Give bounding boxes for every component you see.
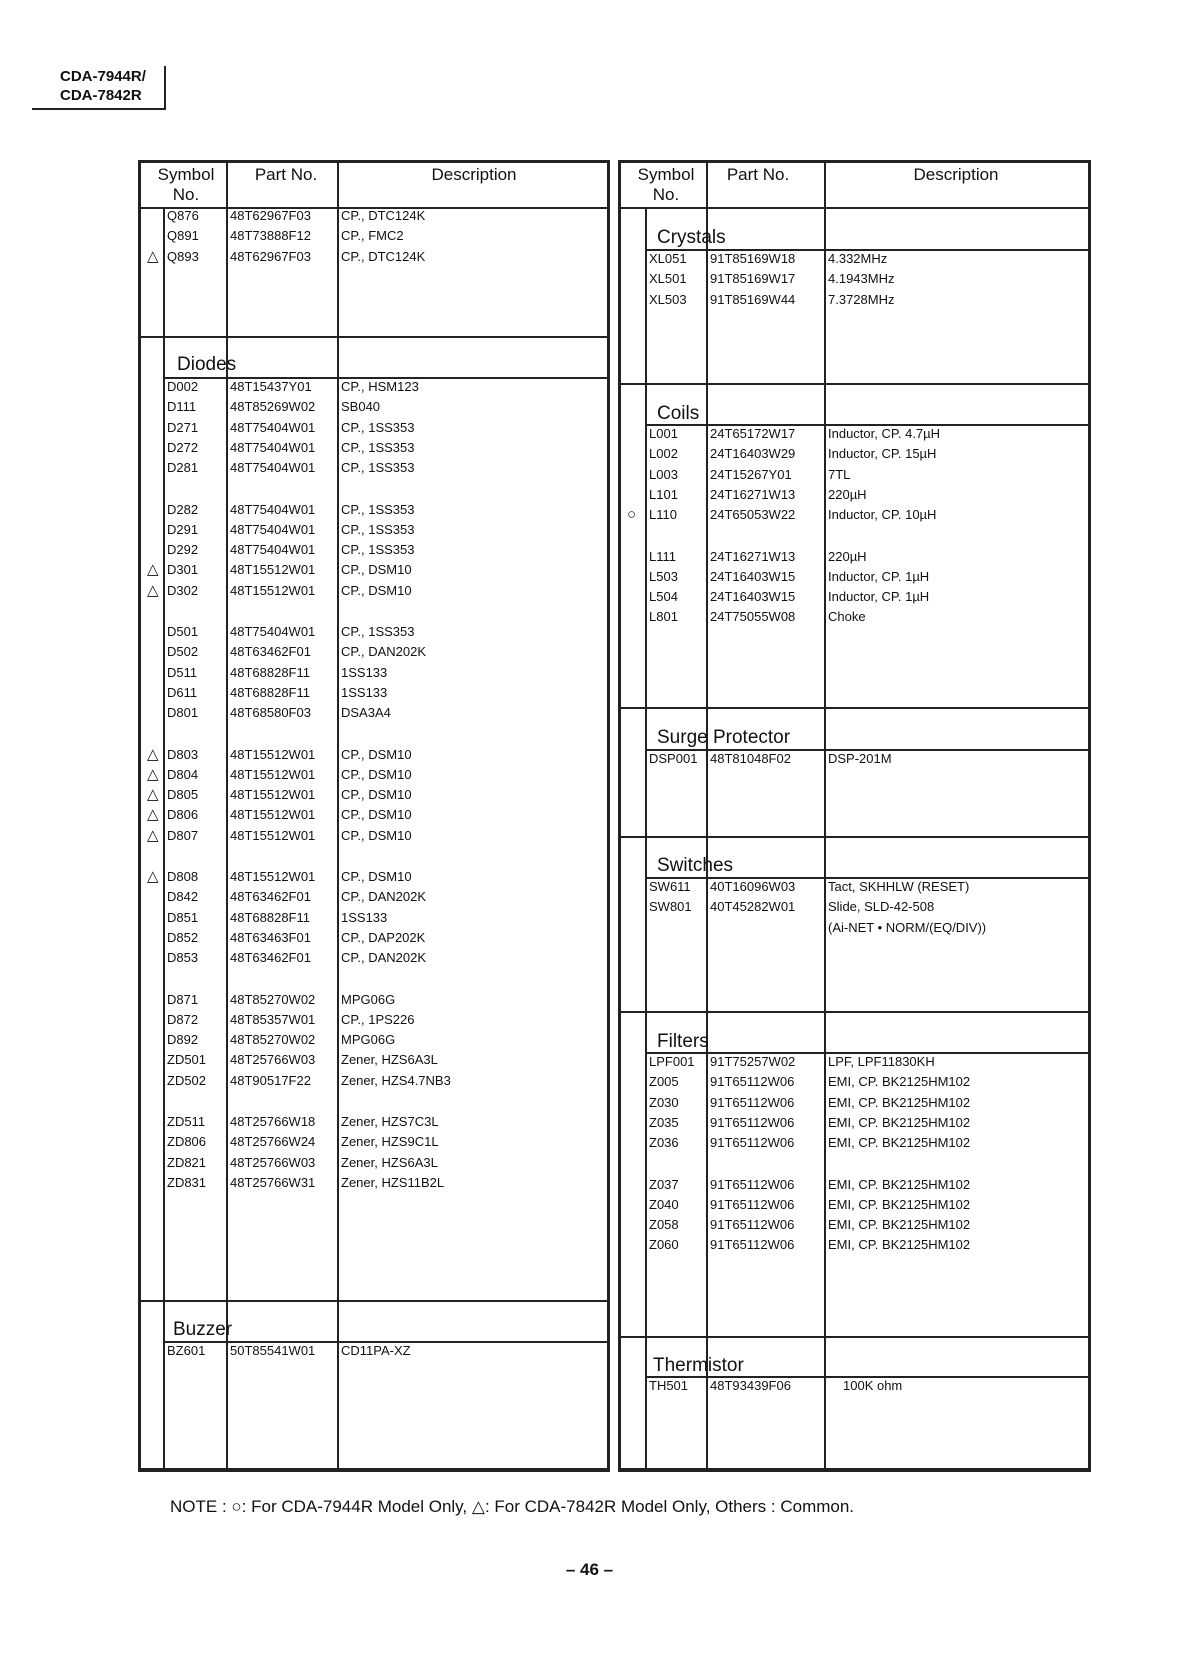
table-row xyxy=(621,546,1088,567)
row-part-no: 48T15437Y01 xyxy=(230,379,312,394)
row-description: 100K ohm xyxy=(843,1378,903,1393)
table-row xyxy=(141,396,607,417)
table-row xyxy=(141,825,607,846)
table-row xyxy=(621,586,1088,607)
row-part-no: 48T75404W01 xyxy=(230,624,316,639)
table-row xyxy=(141,621,607,642)
row-description: 7TL xyxy=(828,466,851,482)
section-filters: Filters xyxy=(657,1031,709,1052)
col-symbol-right-line2: No. xyxy=(652,185,680,204)
row-part-no: 48T75404W01 xyxy=(230,460,316,476)
row-symbol: Z036 xyxy=(649,1135,679,1151)
row-description: 220µH xyxy=(828,548,867,564)
col-part: Part No. xyxy=(254,165,318,184)
table-row xyxy=(621,268,1088,289)
table-row xyxy=(621,423,1088,444)
row-description: CP., FMC2 xyxy=(341,228,404,244)
row-part-no: 48T15512W01 xyxy=(230,807,316,823)
row-symbol: D282 xyxy=(167,501,199,517)
section-coils: Coils xyxy=(657,403,700,424)
table-row xyxy=(141,1131,607,1152)
row-symbol: XL501 xyxy=(649,271,687,287)
table-row xyxy=(141,1009,607,1030)
table-row xyxy=(141,947,607,968)
row-description: CP., DSM10 xyxy=(341,582,412,598)
row-description: DSP-201M xyxy=(828,751,892,766)
row-part-no: 24T15267Y01 xyxy=(710,466,792,482)
row-part-no: 40T45282W01 xyxy=(710,899,796,915)
row-part-no: 24T16271W13 xyxy=(710,548,796,564)
row-description: CP., 1SS353 xyxy=(341,439,415,455)
row-part-no: 48T75404W01 xyxy=(230,501,316,517)
table-row xyxy=(141,641,607,662)
col-symbol-right xyxy=(633,163,699,207)
row-description: EMI, CP. BK2125HM102 xyxy=(828,1094,971,1110)
row-part-no: 48T25766W24 xyxy=(230,1134,316,1150)
row-mark: △ xyxy=(147,581,159,599)
table-row xyxy=(621,896,1088,917)
row-symbol: D808 xyxy=(167,869,199,884)
table-row xyxy=(141,376,607,397)
row-mark: △ xyxy=(147,868,159,885)
table-row xyxy=(141,519,607,540)
row-symbol: D851 xyxy=(167,909,199,925)
row-part-no: 48T75404W01 xyxy=(230,521,316,537)
col-description: Description xyxy=(431,165,517,184)
table-row xyxy=(621,1071,1088,1092)
row-description: CP., 1SS353 xyxy=(341,624,415,639)
row-part-no: 91T85169W17 xyxy=(710,271,796,287)
table-row xyxy=(141,1111,607,1132)
row-part-no: 48T15512W01 xyxy=(230,869,316,884)
row-symbol: XL051 xyxy=(649,251,687,266)
table-row xyxy=(621,464,1088,485)
parts-table-left xyxy=(138,160,610,1472)
row-description: CP., DSM10 xyxy=(341,807,412,823)
model-line-1: CDA-7944R/ xyxy=(60,68,146,85)
row-part-no: 91T65112W06 xyxy=(710,1135,795,1151)
table-row xyxy=(621,1112,1088,1133)
table-row xyxy=(621,917,1088,938)
row-symbol: L003 xyxy=(649,466,678,482)
row-description: Tact, SKHHLW (RESET) xyxy=(828,879,970,894)
row-symbol: XL503 xyxy=(649,291,687,307)
row-mark: △ xyxy=(147,826,159,844)
table-row xyxy=(141,907,607,928)
table-row xyxy=(141,1340,607,1361)
table-row xyxy=(141,417,607,438)
row-part-no: 48T93439F06 xyxy=(710,1378,791,1393)
table-row xyxy=(141,1152,607,1173)
row-symbol: L110 xyxy=(649,507,677,523)
col-symbol-right-line1: Symbol xyxy=(637,165,695,184)
table-row xyxy=(141,662,607,683)
row-symbol: D872 xyxy=(167,1011,199,1027)
row-part-no: 48T63462F01 xyxy=(230,644,311,660)
row-part-no: 50T85541W01 xyxy=(230,1343,316,1358)
section-surge: Surge Protector xyxy=(657,727,791,748)
row-description: 4.332MHz xyxy=(828,251,888,266)
table-row xyxy=(141,457,607,478)
row-part-no: 48T68580F03 xyxy=(230,705,311,721)
row-symbol: L001 xyxy=(649,426,678,441)
row-symbol: Z030 xyxy=(649,1094,679,1110)
table-row xyxy=(621,1132,1088,1153)
row-symbol: D804 xyxy=(167,766,199,782)
row-symbol: D292 xyxy=(167,542,199,558)
row-description: Zener, HZS11B2L xyxy=(341,1174,445,1190)
row-part-no: 48T73888F12 xyxy=(230,228,311,244)
row-description: 1SS133 xyxy=(341,909,388,925)
row-part-no: 91T65112W06 xyxy=(710,1237,795,1253)
table-row xyxy=(621,1051,1088,1072)
row-description: CP., 1SS353 xyxy=(341,419,415,435)
table-row xyxy=(141,1049,607,1070)
row-part-no: 48T62967F03 xyxy=(230,208,311,223)
row-description: CP., 1SS353 xyxy=(341,542,415,558)
table-row xyxy=(141,559,607,580)
row-symbol: D892 xyxy=(167,1032,199,1048)
row-part-no: 48T25766W03 xyxy=(230,1154,316,1170)
row-mark: △ xyxy=(147,806,159,824)
row-description: Slide, SLD-42-508 xyxy=(828,899,935,915)
row-symbol: D511 xyxy=(167,664,198,680)
row-description: MPG06G xyxy=(341,991,396,1007)
row-symbol: SW801 xyxy=(649,899,692,915)
row-symbol: DSP001 xyxy=(649,751,698,766)
row-symbol: L504 xyxy=(649,589,678,605)
row-symbol: D301 xyxy=(167,562,199,578)
row-part-no: 48T81048F02 xyxy=(710,751,791,766)
row-symbol: Z040 xyxy=(649,1196,679,1212)
row-part-no: 48T25766W18 xyxy=(230,1114,316,1129)
row-description: CD11PA-XZ xyxy=(341,1343,411,1358)
row-part-no: 48T25766W03 xyxy=(230,1052,316,1068)
row-symbol: D291 xyxy=(167,521,199,537)
table-row xyxy=(141,246,607,267)
row-description: MPG06G xyxy=(341,1032,396,1048)
section-switches: Switches xyxy=(657,855,734,876)
row-part-no: 91T65112W06 xyxy=(710,1217,795,1233)
row-description: Inductor, CP. 1µH xyxy=(828,568,930,584)
row-symbol: D271 xyxy=(167,419,199,435)
footnote: NOTE : ○: For CDA-7944R Model Only, △: For CDA-7842R Model Only, Others : Common. xyxy=(170,1497,855,1516)
row-symbol: D871 xyxy=(167,991,199,1007)
row-description: CP., DSM10 xyxy=(341,869,412,884)
row-part-no: 48T62967F03 xyxy=(230,248,311,264)
row-symbol: Z035 xyxy=(649,1114,679,1130)
row-mark: △ xyxy=(147,247,159,265)
row-part-no: 40T16096W03 xyxy=(710,879,796,894)
table-row xyxy=(621,248,1088,269)
table-row xyxy=(141,539,607,560)
table-row xyxy=(141,744,607,765)
row-description: LPF, LPF11830KH xyxy=(828,1054,935,1069)
row-description: EMI, CP. BK2125HM102 xyxy=(828,1074,971,1090)
table-row xyxy=(141,702,607,723)
row-symbol: ZD501 xyxy=(167,1052,207,1068)
row-mark: ○ xyxy=(627,506,637,524)
row-mark: △ xyxy=(147,786,159,804)
table-row xyxy=(621,1174,1088,1195)
row-symbol: D002 xyxy=(167,379,199,394)
row-description: 220µH xyxy=(828,486,867,502)
row-mark: △ xyxy=(147,745,159,763)
row-mark: △ xyxy=(147,765,159,783)
row-part-no: 91T65112W06 xyxy=(710,1094,795,1110)
table-row xyxy=(621,1214,1088,1235)
table-row xyxy=(141,205,607,226)
row-part-no: 48T75404W01 xyxy=(230,439,316,455)
row-description: Zener, HZS6A3L xyxy=(341,1154,438,1170)
row-description: CP., DSM10 xyxy=(341,746,412,762)
row-description: Inductor, CP. 1µH xyxy=(828,589,930,605)
row-description: CP., DAN202K xyxy=(341,950,427,966)
row-symbol: L002 xyxy=(649,446,678,462)
row-part-no: 48T85270W02 xyxy=(230,991,316,1007)
row-symbol: D611 xyxy=(167,684,198,700)
row-part-no: 91T85169W44 xyxy=(710,291,796,307)
row-part-no: 48T63463F01 xyxy=(230,929,311,945)
row-description: DSA3A4 xyxy=(341,705,391,721)
row-description: 1SS133 xyxy=(341,664,388,680)
row-part-no: 48T15512W01 xyxy=(230,746,316,762)
row-description: 4.1943MHz xyxy=(828,271,895,287)
row-part-no: 48T90517F22 xyxy=(230,1072,311,1088)
table-row xyxy=(141,866,607,887)
row-description: EMI, CP. BK2125HM102 xyxy=(828,1114,971,1130)
row-part-no: 48T68828F11 xyxy=(230,684,310,700)
row-description: 7.3728MHz xyxy=(828,291,895,307)
model-line-2: CDA-7842R xyxy=(60,87,142,104)
table-row xyxy=(141,1029,607,1050)
table-row xyxy=(141,886,607,907)
section-buzzer: Buzzer xyxy=(173,1319,233,1340)
row-description: CP., DSM10 xyxy=(341,787,412,803)
row-symbol: D111 xyxy=(167,399,197,415)
row-symbol: D806 xyxy=(167,807,199,823)
section-thermistor: Thermistor xyxy=(653,1355,744,1376)
row-part-no: 24T16403W15 xyxy=(710,568,796,584)
row-symbol: D801 xyxy=(167,705,199,721)
row-symbol: D807 xyxy=(167,827,199,843)
row-part-no: 24T75055W08 xyxy=(710,609,796,625)
row-description: CP., DSM10 xyxy=(341,562,412,578)
table-row xyxy=(621,1092,1088,1113)
row-symbol: ZD511 xyxy=(167,1114,206,1129)
row-symbol: TH501 xyxy=(649,1378,689,1393)
row-part-no: 91T65112W06 xyxy=(710,1176,795,1192)
table-row xyxy=(141,437,607,458)
row-symbol: Z037 xyxy=(649,1176,679,1192)
row-description: CP., 1SS353 xyxy=(341,521,415,537)
row-part-no: 24T65172W17 xyxy=(710,426,796,441)
row-symbol: L101 xyxy=(649,486,678,502)
row-part-no: 91T65112W06 xyxy=(710,1114,795,1130)
table-header-right xyxy=(621,163,1088,209)
row-part-no: 48T15512W01 xyxy=(230,787,316,803)
row-symbol: D302 xyxy=(167,582,199,598)
table-row xyxy=(621,566,1088,587)
row-symbol: D803 xyxy=(167,746,199,762)
row-symbol: L503 xyxy=(649,568,678,584)
row-symbol: ZD821 xyxy=(167,1154,207,1170)
table-row xyxy=(621,289,1088,310)
row-symbol: D842 xyxy=(167,889,199,905)
row-symbol: D853 xyxy=(167,950,199,966)
row-part-no: 48T75404W01 xyxy=(230,419,316,435)
row-part-no: 48T15512W01 xyxy=(230,766,316,782)
row-description: CP., HSM123 xyxy=(341,379,419,394)
row-symbol: ZD806 xyxy=(167,1134,207,1150)
row-description: EMI, CP. BK2125HM102 xyxy=(828,1196,971,1212)
row-symbol: BZ601 xyxy=(167,1343,206,1358)
row-symbol: D852 xyxy=(167,929,199,945)
row-description: SB040 xyxy=(341,399,381,415)
row-description: CP., 1PS226 xyxy=(341,1011,415,1027)
row-symbol: LPF001 xyxy=(649,1054,695,1069)
row-description: (Ai-NET • NORM/(EQ/DIV)) xyxy=(828,919,987,935)
table-row xyxy=(141,927,607,948)
parts-table-right xyxy=(618,160,1091,1472)
row-part-no: 91T65112W06 xyxy=(710,1074,795,1090)
table-row xyxy=(141,682,607,703)
row-description: Inductor, CP. 10µH xyxy=(828,507,937,523)
table-row xyxy=(621,876,1088,897)
row-description: EMI, CP. BK2125HM102 xyxy=(828,1217,971,1233)
row-symbol: Z005 xyxy=(649,1074,679,1090)
row-symbol: SW611 xyxy=(649,879,691,894)
row-part-no: 48T63462F01 xyxy=(230,889,311,905)
row-symbol: D281 xyxy=(167,460,199,476)
row-symbol: Z060 xyxy=(649,1237,679,1253)
row-part-no: 48T75404W01 xyxy=(230,542,316,558)
row-symbol: Q893 xyxy=(167,248,199,264)
row-description: CP., 1SS353 xyxy=(341,460,415,476)
row-part-no: 91T65112W06 xyxy=(710,1196,795,1212)
row-description: CP., DAP202K xyxy=(341,929,426,945)
table-row xyxy=(141,989,607,1010)
table-row xyxy=(621,504,1088,525)
model-label xyxy=(32,66,166,110)
table-row xyxy=(141,764,607,785)
col-description-right: Description xyxy=(913,165,999,184)
table-row xyxy=(141,1172,607,1193)
row-description: CP., DSM10 xyxy=(341,827,412,843)
row-symbol: D805 xyxy=(167,787,199,803)
table-row xyxy=(621,1234,1088,1255)
page-number: – 46 – xyxy=(565,1560,614,1579)
col-part-right: Part No. xyxy=(726,165,790,184)
row-mark: △ xyxy=(147,561,159,579)
table-row xyxy=(141,225,607,246)
row-part-no: 24T16403W29 xyxy=(710,446,796,462)
row-symbol: ZD831 xyxy=(167,1174,207,1190)
table-row xyxy=(621,1375,1088,1396)
table-row xyxy=(621,1194,1088,1215)
table-row xyxy=(621,748,1088,769)
row-symbol: L801 xyxy=(649,609,678,625)
table-row xyxy=(621,443,1088,464)
row-part-no: 48T85270W02 xyxy=(230,1032,316,1048)
table-row xyxy=(141,1070,607,1091)
row-description: CP., DAN202K xyxy=(341,644,427,660)
row-description: Inductor, CP. 15µH xyxy=(828,446,937,462)
table-row xyxy=(621,606,1088,627)
row-description: 1SS133 xyxy=(341,684,388,700)
row-description: CP., 1SS353 xyxy=(341,501,415,517)
row-part-no: 24T65053W22 xyxy=(710,507,796,523)
row-part-no: 48T68828F11 xyxy=(230,909,310,925)
row-description: Zener, HZS6A3L xyxy=(341,1052,438,1068)
table-row xyxy=(141,580,607,601)
row-part-no: 48T85357W01 xyxy=(230,1011,316,1027)
row-symbol: Z058 xyxy=(649,1217,679,1233)
table-row xyxy=(141,784,607,805)
row-description: Zener, HZS7C3L xyxy=(341,1114,439,1129)
section-diodes: Diodes xyxy=(177,354,237,375)
row-part-no: 91T75257W02 xyxy=(710,1054,796,1069)
row-part-no: 48T15512W01 xyxy=(230,582,316,598)
row-part-no: 91T85169W18 xyxy=(710,251,796,266)
row-symbol: Q891 xyxy=(167,228,199,244)
row-symbol: D501 xyxy=(167,624,199,639)
row-description: CP., DAN202K xyxy=(341,889,427,905)
row-description: Inductor, CP. 4.7µH xyxy=(828,426,941,441)
row-description: Zener, HZS9C1L xyxy=(341,1134,439,1150)
row-part-no: 24T16271W13 xyxy=(710,486,796,502)
row-part-no: 48T63462F01 xyxy=(230,950,311,966)
row-part-no: 48T85269W02 xyxy=(230,399,316,415)
row-part-no: 48T25766W31 xyxy=(230,1174,316,1190)
row-description: CP., DSM10 xyxy=(341,766,412,782)
row-description: Choke xyxy=(828,609,866,625)
row-part-no: 48T15512W01 xyxy=(230,827,316,843)
row-description: EMI, CP. BK2125HM102 xyxy=(828,1176,971,1192)
row-description: EMI, CP. BK2125HM102 xyxy=(828,1135,971,1151)
table-row xyxy=(141,499,607,520)
section-crystals: Crystals xyxy=(657,227,726,248)
table-header xyxy=(141,163,607,209)
row-symbol: ZD502 xyxy=(167,1072,207,1088)
table-row xyxy=(141,804,607,825)
row-description: CP., DTC124K xyxy=(341,248,426,264)
col-symbol-line2: No. xyxy=(172,185,200,204)
row-symbol: D272 xyxy=(167,439,199,455)
row-description: EMI, CP. BK2125HM102 xyxy=(828,1237,971,1253)
col-symbol-line1: Symbol xyxy=(157,165,215,184)
row-part-no: 48T68828F11 xyxy=(230,664,310,680)
row-description: Zener, HZS4.7NB3 xyxy=(341,1072,451,1088)
row-symbol: Q876 xyxy=(167,208,199,223)
row-symbol: L111 xyxy=(649,548,676,564)
table-row xyxy=(621,484,1088,505)
row-symbol: D502 xyxy=(167,644,199,660)
row-description: CP., DTC124K xyxy=(341,208,426,223)
row-part-no: 48T15512W01 xyxy=(230,562,316,578)
col-symbol xyxy=(151,163,221,207)
row-part-no: 24T16403W15 xyxy=(710,589,796,605)
